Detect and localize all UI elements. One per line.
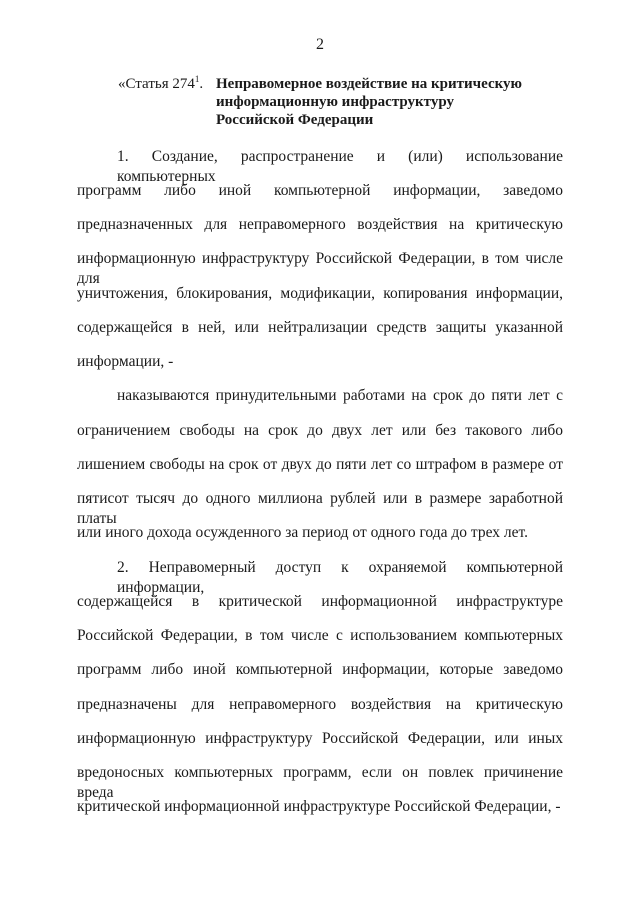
article-label-superscript: 1 xyxy=(194,74,200,84)
body-line: или иного дохода осужденного за период от одного года до трех лет. xyxy=(77,524,528,541)
article-label-prefix: «Статья 274 xyxy=(118,76,195,92)
article-label-suffix: . xyxy=(199,76,204,92)
body-line: содержащейся в критической информационной инфраструктуре xyxy=(77,593,563,610)
body-line: вредоносных компьютерных программ, если он повлек причинение вреда xyxy=(77,764,563,801)
body-line: содержащейся в ней, или нейтрализации средств защиты указанной xyxy=(77,319,563,336)
body-line: пятисот тысяч до одного миллиона рублей или в размере заработной платы xyxy=(77,490,563,527)
page-number: 2 xyxy=(316,36,324,53)
body-line: уничтожения, блокирования, модификации, копирования информации, xyxy=(77,285,563,302)
article-title-line: информационную инфраструктуру xyxy=(216,94,454,110)
body-line: информационную инфраструктуру Российской Федерации, или иных xyxy=(77,730,563,747)
article-title xyxy=(216,75,576,129)
body-line: ограничением свободы на срок до двух лет или без такового либо xyxy=(77,422,563,439)
body-line: лишением свободы на срок от двух до пяти лет со штрафом в размере от xyxy=(77,456,563,473)
body-line: предназначенных для неправомерного воздействия на критическую xyxy=(77,216,563,233)
body-line: критической информационной инфраструктуре Российской Федерации, - xyxy=(77,798,561,815)
article-title-line: Неправомерное воздействие на критическую xyxy=(216,76,522,92)
body-line: предназначены для неправомерного воздействия на критическую xyxy=(77,696,563,713)
article-label xyxy=(118,75,203,93)
body-line: программ либо иной компьютерной информации, заведомо xyxy=(77,182,563,199)
body-line: 2. Неправомерный доступ к охраняемой компьютерной информации, xyxy=(117,559,563,596)
body-line: Российской Федерации, в том числе с использованием компьютерных xyxy=(77,627,563,644)
body-line: программ либо иной компьютерной информации, которые заведомо xyxy=(77,661,563,678)
body-line: информации, - xyxy=(77,353,174,370)
body-line: информационную инфраструктуру Российской Федерации, в том числе для xyxy=(77,250,563,287)
body-line: 1. Создание, распространение и (или) использование компьютерных xyxy=(117,148,563,185)
body-line: наказываются принудительными работами на срок до пяти лет с xyxy=(117,387,563,404)
article-title-line: Российской Федерации xyxy=(216,112,374,128)
